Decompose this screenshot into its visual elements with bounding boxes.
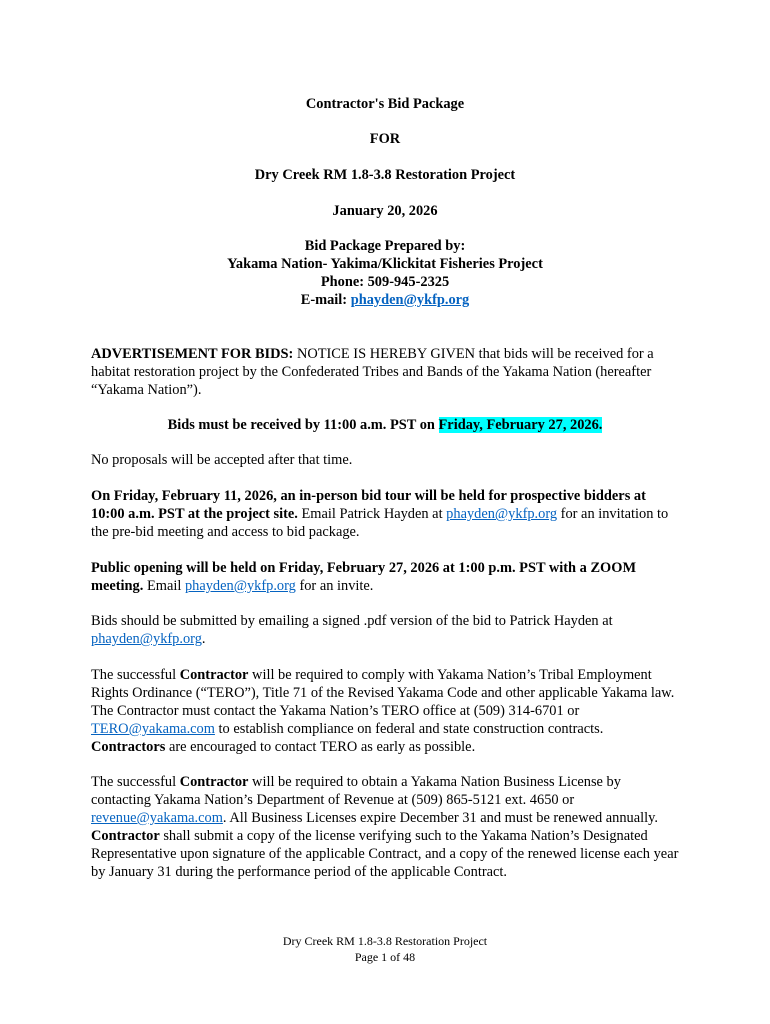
revenue-email-link[interactable]: revenue@yakama.com — [91, 810, 223, 826]
license-text-4: shall submit a copy of the license verifying such to the Yakama Nation’s Designated Representative upon signature of the applicable Contract, and a copy of the renewed license each year by January 31 during the performance period of the applicable Contract. — [91, 828, 679, 880]
bid-tour-text-1: Email Patrick Hayden at — [297, 506, 447, 522]
submission-end: . — [201, 631, 206, 647]
bid-tour-bold: On Friday, February 11, 2026, an in-person bid tour will be held for prospective bidders at 10:00 a.m. PST at the project site. — [91, 488, 646, 522]
prepared-by-label: Bid Package Prepared by: — [304, 238, 466, 254]
deadline-text: Bids must be received by 11:00 a.m. PST on — [167, 417, 439, 433]
submission-email-link[interactable]: phayden@ykfp.org — [91, 631, 202, 647]
license-bold-2: Contractor — [91, 828, 160, 844]
phone: Phone: 509-945-2325 — [320, 274, 450, 290]
submission-text: Bids should be submitted by emailing a signed .pdf version of the bid to Patrick Hayden at — [91, 613, 613, 629]
advertisement-text: NOTICE IS HEREBY GIVEN that bids will be received for a habitat restoration project by the Confederated Tribes and Bands of the Yakama Nation (hereafter “Yakama Nation”). — [91, 346, 654, 398]
page-footer — [90, 933, 680, 965]
license-text-1: The successful — [91, 774, 180, 790]
doc-date: January 20, 2026 — [332, 203, 438, 219]
tero-bold-1: Contractor — [179, 667, 249, 683]
tero-text-1: The successful — [91, 667, 180, 683]
doc-for: FOR — [369, 131, 401, 147]
public-opening-email-link[interactable]: phayden@ykfp.org — [184, 578, 296, 594]
public-opening-text-1: Email — [143, 578, 185, 594]
public-opening-bold: Public opening will be held on Friday, February 27, 2026 at 1:00 p.m. PST with a ZOOM meeting. — [91, 560, 637, 594]
header-email-link[interactable]: phayden@ykfp.org — [350, 292, 470, 308]
email-line — [90, 291, 680, 309]
bid-tour-email-link[interactable]: phayden@ykfp.org — [446, 506, 558, 522]
bid-tour-paragraph — [91, 487, 681, 541]
prepared-by-block — [90, 237, 680, 309]
tero-paragraph — [91, 666, 681, 756]
advertisement-heading: ADVERTISEMENT FOR BIDS: — [91, 346, 294, 362]
tero-email-link[interactable]: TERO@yakama.com — [91, 721, 215, 737]
footer-page-number: Page 1 of 48 — [354, 950, 416, 964]
license-text-3: . All Business Licenses expire December 31 and must be renewed annually. — [222, 810, 658, 826]
deadline-highlight: Friday, February 27, 2026. — [438, 417, 603, 433]
deadline-line — [90, 416, 680, 434]
public-opening-paragraph — [91, 559, 681, 595]
license-paragraph — [91, 773, 681, 881]
tero-bold-2: Contractors — [91, 739, 166, 755]
project-name: Dry Creek RM 1.8-3.8 Restoration Project — [254, 167, 516, 183]
bid-tour-text-2: for an invitation to the pre-bid meeting and access to bid package. — [91, 506, 669, 540]
email-label: E-mail: — [300, 292, 351, 308]
no-proposals-text: No proposals will be accepted after that time. — [91, 452, 353, 468]
footer-project: Dry Creek RM 1.8-3.8 Restoration Project — [282, 934, 488, 948]
license-bold-1: Contractor — [179, 774, 249, 790]
tero-text-3: to establish compliance on federal and state construction contracts. — [214, 721, 604, 737]
license-text-2: will be required to obtain a Yakama Nation Business License by contacting Yakama Nation’s Department of Revenue at (509) 865-5121 ext. 4650 or — [91, 774, 621, 808]
doc-title: Contractor's Bid Package — [305, 96, 465, 112]
submission-paragraph — [91, 612, 681, 648]
tero-text-2: will be required to comply with Yakama Nation’s Tribal Employment Rights Ordinance (“TERO”), Title 71 of the Revised Yakama Code and other applicable Yakama law. The Contractor must contact the Yakama Nation’s TERO office at (509) 314-6701 or — [91, 667, 675, 719]
org-name: Yakama Nation- Yakima/Klickitat Fisheries Project — [227, 256, 543, 272]
tero-text-4: are encouraged to contact TERO as early as possible. — [165, 739, 476, 755]
advertisement-paragraph — [91, 345, 681, 399]
public-opening-text-2: for an invite. — [295, 578, 374, 594]
